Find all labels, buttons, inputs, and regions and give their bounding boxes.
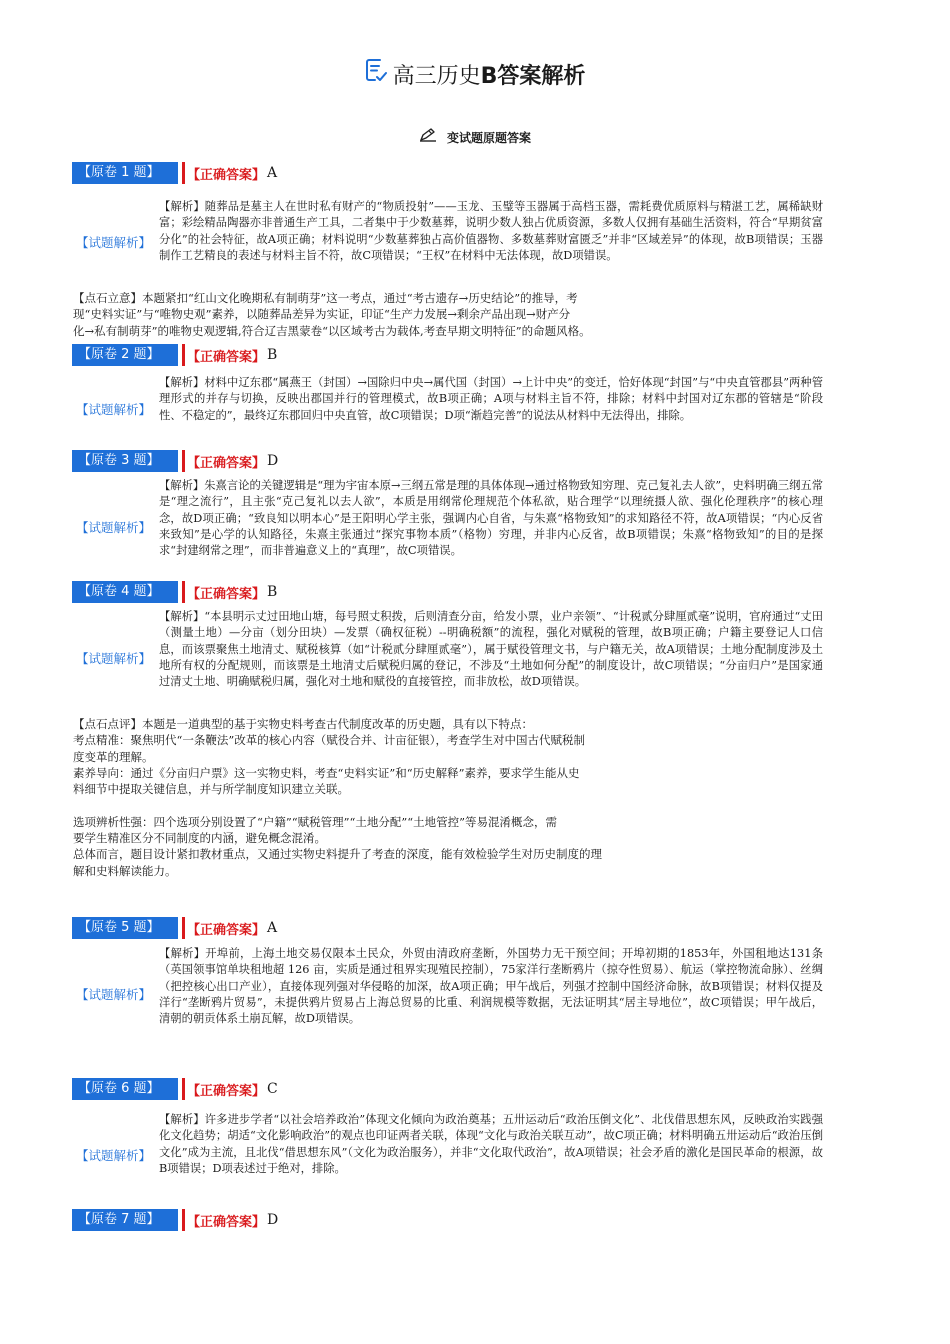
answer-value: D [267, 1212, 279, 1228]
page-title [0, 60, 950, 94]
analysis-text: 【解析】许多进步学者“以社会培养政治”体现文化倾向为政治奠基；五卅运动后“政治压倒文化”、北伐借思想东风，反映政治实践强化文化趋势；胡适“文化影响政治”的观点也印证两者关联，体现“文化与政治关联互动”，故C项正确；材料明确五卅运动后“政治压倒文化”成为主流，且北伐“借思想东风”（文化为政治服务），并非“文化取代政治”，故A项错误；社会矛盾的激化是国民革命的根源，故B项错误；D项表述过于绝对，排除。 [159, 1113, 823, 1175]
title-main: 高三历史 [392, 64, 481, 89]
question-5-header [72, 917, 277, 939]
question-label: 【原卷 5 题】 [72, 917, 178, 939]
answer-label: 【正确答案】 [187, 349, 266, 365]
analysis-text: 【解析】“本县明示丈过田地山塘，每号照丈积拨，后则清查分亩，给发小票，业户亲领”、“计税贰分肆厘贰毫”说明，官府通过“丈田（测量土地）—分亩（划分田块）—发票（确权征税）--明确税额”的流程，强化对赋税的管理，故B项正确；户籍主要登记人口信息，而该票聚焦土地清丈、赋税核算（如“计税贰分肆厘贰毫”），属于赋役管理文书，与户籍无关，故A项错误；土地分配制度涉及土地所有权的分配规则，而该票是土地清丈后赋税归属的登记，不涉及“土地如何分配”的制度设计，故C项错误；“分亩归户”是国家通过清丈土地、明确赋税归属，强化对土地和赋役的直接管控，而非放松，故D项错误。 [159, 610, 823, 689]
question-label: 【原卷 4 题】 [72, 581, 178, 603]
question-1-header [72, 162, 277, 184]
analysis-text: 【解析】朱熹言论的关键逻辑是“理为宇宙本原→三纲五常是理的具体体现→通过格物致知穷理、克己复礼去人欲”，史料明确三纲五常是“理之流行”，且主张“克己复礼以去人欲”，本质是用纲常伦理规范个体私欲，贴合理学“以理统摄人欲、强化伦理秩序”的核心理念，故D项正确；“致良知以明本心”是王阳明心学主张，强调内心自省，与朱熹“格物致知”的求知路径不符，故A项错误；“内心反省来致知”是心学的认知路径，朱熹主张通过“探究事物本质”（格物）穷理，并非内心反省，故B项错误；朱熹“格物致知”的目的是探求“封建纲常之理”，而非普遍意义上的“真理”，故C项错误。 [159, 479, 823, 558]
title-bold: B答案解析 [480, 64, 586, 89]
document-check-icon [365, 58, 387, 92]
analysis-label: 【试题解析】 [76, 651, 152, 666]
answer-box [182, 162, 277, 184]
question-comment: 【点石立意】本题紧扣“红山文化晚期私有制萌芽”这一考点，通过“考古遗存→历史结论”的推导，考 现“史料实证”与“唯物史观”素养，以随葬品差异为实证，印证“生产力发展→剩余产品出现→财产分 化→私有制萌芽”的唯物史观逻辑,符合辽吉黑蒙卷“以区域考古为载体,考查早期文明特征”的命题风格。 [73, 291, 591, 338]
analysis-label: 【试题解析】 [76, 402, 152, 417]
analysis-label: 【试题解析】 [76, 987, 152, 1002]
answer-label: 【正确答案】 [187, 586, 266, 602]
pen-icon [419, 128, 437, 148]
analysis-text: 【解析】材料中辽东郡“属燕王（封国）→国除归中央→属代国（封国）→上计中央”的变迁，恰好体现“封国”与“中央直管郡县”两种管理形式的并存与切换，反映出郡国并行的管理模式，故B项正确；A项与材料主旨不符，排除；材料中封国对辽东郡的管辖是“阶段性、不稳定的”，最终辽东郡回归中央直管，故C项错误；D项“渐趋完善”的说法从材料中无法得出，排除。 [159, 376, 823, 422]
subtitle-text: 变试题原题答案 [446, 131, 531, 145]
answer-value: B [267, 584, 278, 600]
question-4-header [72, 581, 277, 603]
answer-label: 【正确答案】 [187, 1083, 266, 1099]
question-label: 【原卷 6 题】 [72, 1078, 178, 1100]
analysis-label: 【试题解析】 [76, 1148, 152, 1163]
answer-box [182, 917, 277, 939]
answer-label: 【正确答案】 [187, 167, 266, 183]
question-2-header [72, 344, 277, 366]
answer-box [182, 450, 278, 472]
answer-box [182, 1209, 278, 1231]
answer-value: A [267, 920, 278, 936]
question-comment: 【点石点评】本题是一道典型的基于实物史料考查古代制度改革的历史题，具有以下特点： 考点精准：聚焦明代“一条鞭法”改革的核心内容（赋役合并、计亩征银），考查学生对中国古代赋税制 度变革的理解。 素养导向：通过《分亩归户票》这一实物史料，考查“史料实证”和“历史解释”素养，要求学生能从史 料细节中提取关键信息，并与所学制度知识建立关联。 选项辨析性强：四个选项分别设置了“户籍”“赋税管理”“土地分配”“土地管控”等易混淆概念，需 要学生精准区分不同制度的内涵，避免概念混淆。 总体而言，题目设计紧扣教材重点，又通过实物史料提升了考查的深度，能有效检验学生对历史制度的理 解和史料解读能力。 [73, 717, 602, 878]
question-label: 【原卷 2 题】 [72, 344, 178, 366]
analysis-label: 【试题解析】 [76, 235, 152, 250]
question-label: 【原卷 7 题】 [72, 1209, 178, 1231]
question-3-header [72, 450, 278, 472]
answer-value: D [267, 453, 279, 469]
analysis-label: 【试题解析】 [76, 520, 152, 535]
answer-value: A [267, 165, 278, 181]
answer-label: 【正确答案】 [187, 455, 266, 471]
analysis-text: 【解析】开埠前，上海土地交易仅限本土民众，外贸由清政府垄断，外国势力无干预空间；开埠初期的1853年，外国租地达131条（英国领事馆单块租地超 126 亩，实质是通过租界实现殖民控制），75家洋行垄断鸦片（掠夺性贸易）、航运（掌控物流命脉）、丝绸（把控核心出口产业），直接体现列强对华侵略的加深，故A项正确；甲午战后，列强才控制中国经济命脉，故B项错误；材料仅提及洋行“垄断鸦片贸易”，未提供鸦片贸易占上海总贸易的比重、利润规模等数据，无法证明其“居主导地位”，故C项错误；甲午战后，清朝的朝贡体系土崩瓦解，故D项错误。 [159, 947, 823, 1026]
question-7-header [72, 1209, 278, 1231]
answer-label: 【正确答案】 [187, 1214, 266, 1230]
analysis-text: 【解析】随葬品是墓主人在世时私有财产的“物质投射”——玉龙、玉璧等玉器属于高档玉器，需耗费优质原料与精湛工艺，属稀缺财富；彩绘精品陶器亦非普通生产工具，二者集中于少数墓葬，说明少数人独占优质资源，多数人仅拥有基础生活资料，符合“早期贫富分化”的社会特征，故A项正确；材料说明“少数墓葬独占高价值器物、多数墓葬财富匮乏”并非“区域差异”的体现，故B项错误；玉器制作工艺精良的表述与材料主旨不符，故C项错误；“王权”在材料中无法体现，故D项错误。 [159, 200, 823, 262]
answer-value: B [267, 347, 278, 363]
answer-box [182, 581, 277, 603]
answer-box [182, 1078, 278, 1100]
answer-box [182, 344, 277, 366]
section-subtitle [0, 128, 950, 149]
question-label: 【原卷 1 题】 [72, 162, 178, 184]
answer-label: 【正确答案】 [187, 922, 266, 938]
question-label: 【原卷 3 题】 [72, 450, 178, 472]
answer-value: C [267, 1081, 278, 1097]
question-6-header [72, 1078, 278, 1100]
